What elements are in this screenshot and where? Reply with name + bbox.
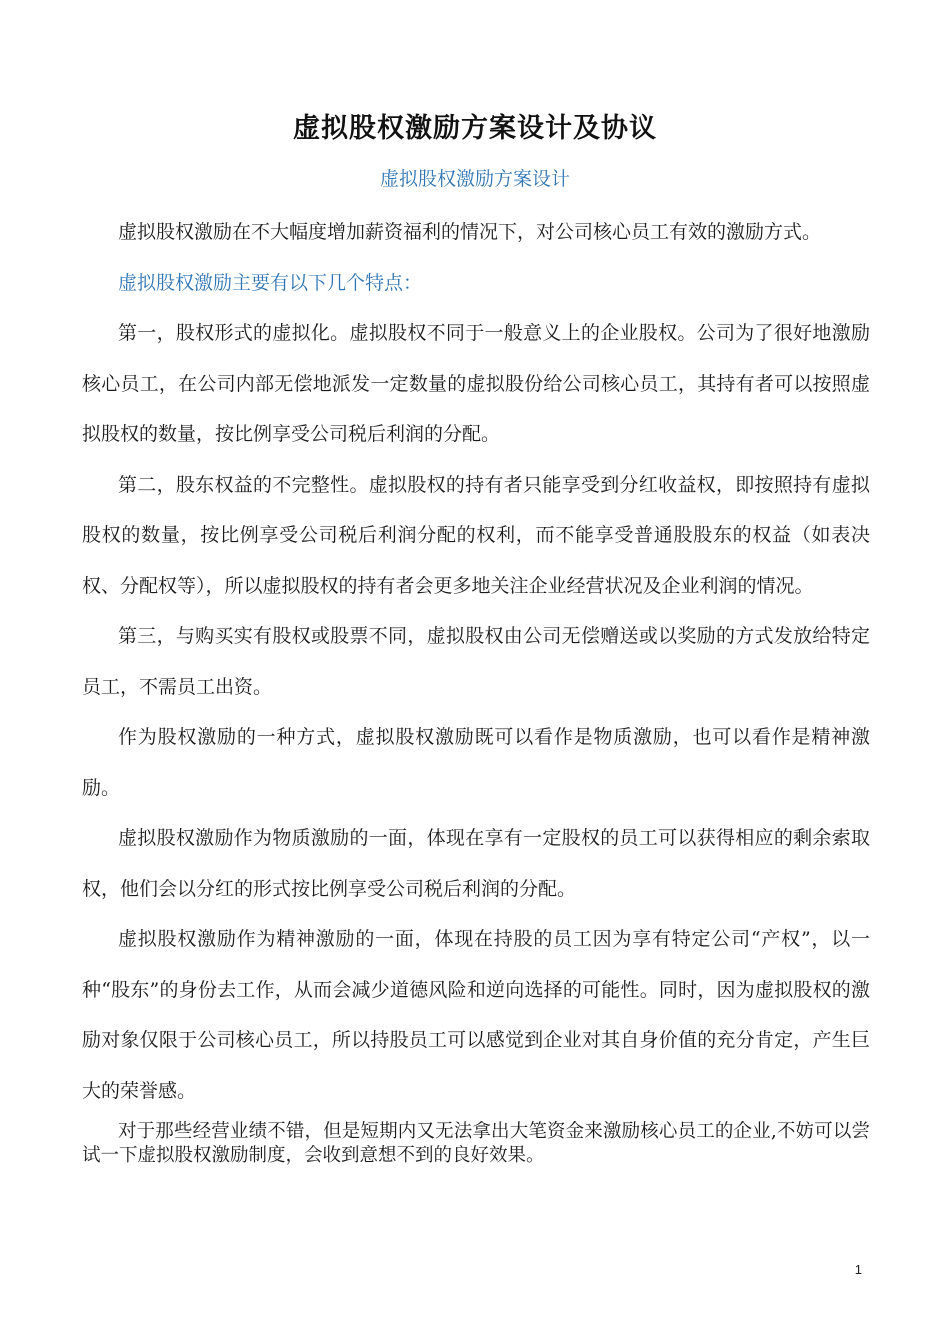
document-title: 虚拟股权激励方案设计及协议: [293, 113, 657, 144]
paragraph-feature-1: 第一，股权形式的虚拟化。虚拟股权不同于一般意义上的企业股权。公司为了很好地激励核心员工，在公司内部无偿地派发一定数量的虚拟股份给公司核心员工，其持有者可以按照虚拟股权的数量，按比例享受公司税后利润的分配。: [82, 322, 870, 445]
paragraph-intro: 虚拟股权激励在不大幅度增加薪资福利的情况下，对公司核心员工有效的激励方式。: [118, 221, 822, 243]
paragraph-spiritual-incentive: 虚拟股权激励作为精神激励的一面，体现在持股的员工因为享有特定公司“产权”，以一种“股东”的身份去工作，从而会减少道德风险和逆向选择的可能性。同时，因为虚拟股权的激励对象仅限于公司核心员工，所以持股员工可以感觉到企业对其自身价值的充分肯定，产生巨大的荣誉感。: [82, 928, 870, 1102]
document-body: [82, 207, 870, 1168]
paragraph-feature-3: 第三，与购买实有股权或股票不同，虚拟股权由公司无偿赠送或以奖励的方式发放给特定员工，不需员工出资。: [82, 625, 870, 698]
page-number: 1: [854, 1262, 862, 1277]
paragraph-conclusion: 对于那些经营业绩不错，但是短期内又无法拿出大笔资金来激励核心员工的企业,不妨可以尝试一下虚拟股权激励制度，会收到意想不到的良好效果。: [82, 1121, 870, 1166]
paragraph-incentive-type: 作为股权激励的一种方式，虚拟股权激励既可以看作是物质激励，也可以看作是精神激励。: [82, 726, 870, 799]
paragraph-material-incentive: 虚拟股权激励作为物质激励的一面，体现在享有一定股权的员工可以获得相应的剩余索取权，他们会以分红的形式按比例享受公司税后利润的分配。: [82, 827, 870, 900]
paragraph-feature-2: 第二，股东权益的不完整性。虚拟股权的持有者只能享受到分红收益权，即按照持有虚拟股权的数量，按比例享受公司税后利润分配的权利，而不能享受普通股股东的权益（如表决权、分配权等），所以虚拟股权的持有者会更多地关注企业经营状况及企业利润的情况。: [82, 473, 870, 597]
paragraph-features-heading: 虚拟股权激励主要有以下几个特点：: [118, 271, 423, 294]
document-subtitle: 虚拟股权激励方案设计: [379, 168, 570, 190]
